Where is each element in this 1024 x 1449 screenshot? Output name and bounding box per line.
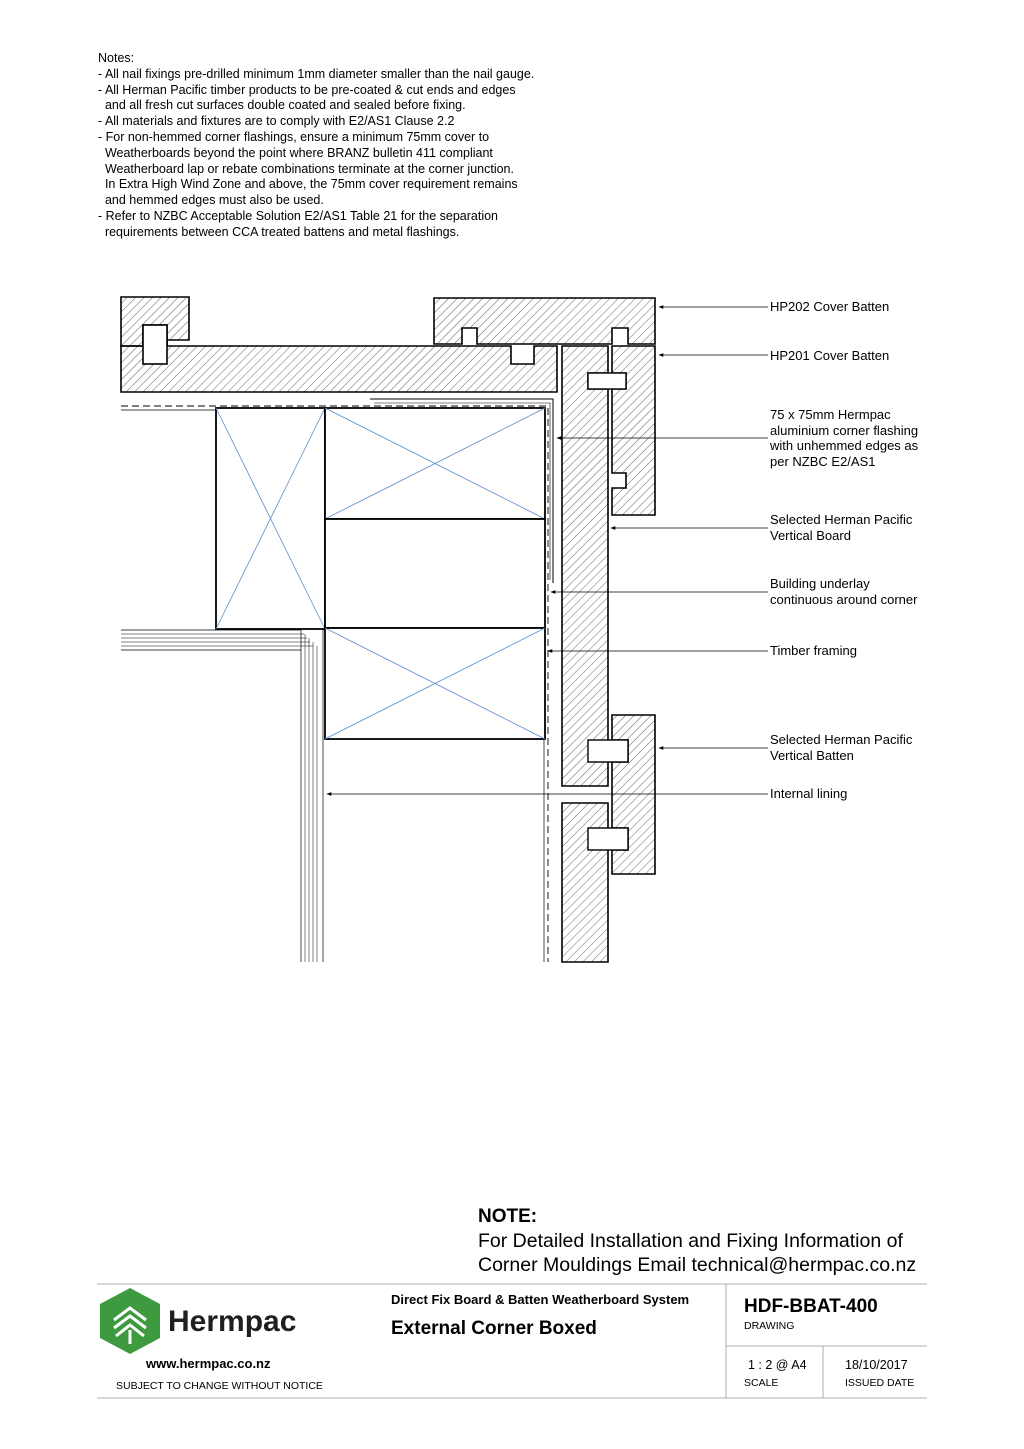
note-line: - All nail fixings pre-drilled minimum 1mm diameter smaller than the nail gauge. [98, 66, 535, 81]
disclaimer: SUBJECT TO CHANGE WITHOUT NOTICE [116, 1380, 323, 1392]
issued-date-value: 18/10/2017 [845, 1358, 908, 1372]
note-title: NOTE: [478, 1206, 538, 1227]
internal-lining [121, 629, 323, 962]
vertical-board-lower [562, 803, 608, 962]
drawing-label: DRAWING [744, 1320, 795, 1332]
note-body-line: For Detailed Installation and Fixing Information of [478, 1230, 903, 1252]
note-line: and all fresh cut surfaces double coated and sealed before fixing. [98, 98, 466, 113]
drawing-title: External Corner Boxed [391, 1318, 597, 1339]
batten-joint [588, 828, 628, 850]
notes-heading: Notes: [98, 51, 135, 65]
drawing-number: HDF-BBAT-400 [744, 1296, 878, 1317]
company-website: www.hermpac.co.nz [146, 1356, 271, 1371]
scale-value: 1 : 2 @ A4 [748, 1358, 807, 1372]
note-line: In Extra High Wind Zone and above, the 75mm cover requirement remains [98, 177, 518, 192]
note-line: - All materials and fixtures are to comply with E2/AS1 Clause 2.2 [98, 114, 455, 129]
hermpac-logo-icon [100, 1288, 160, 1354]
callout-hp201: HP201 Cover Batten [770, 348, 890, 363]
note-line: Weatherboard lap or rebate combinations terminate at the corner junction. [98, 161, 514, 176]
callout-vertical-board: Selected Herman Pacific Vertical Board [770, 512, 913, 543]
note-line: Weatherboards beyond the point where BRANZ bulletin 411 compliant [98, 145, 493, 160]
note-body-line: Corner Mouldings Email technical@hermpac.co.nz [478, 1254, 917, 1276]
callout-flashing: 75 x 75mm Hermpac aluminium corner flashing with unhemmed edges as per NZBC E2/AS1 [770, 407, 919, 469]
callout-underlay: Building underlay continuous around corner [770, 576, 918, 607]
callout-timber-framing: Timber framing [770, 643, 857, 658]
vertical-board-upper [562, 346, 608, 786]
note-line: requirements between CCA treated battens and metal flashings. [98, 224, 460, 239]
board-tongue [588, 373, 626, 389]
callout-vertical-batten: Selected Herman Pacific Vertical Batten [770, 732, 913, 763]
note-line: - Refer to NZBC Acceptable Solution E2/AS1 Table 21 for the separation [98, 208, 498, 223]
company-name: Hermpac [168, 1305, 297, 1338]
hp201-cover-batten [612, 346, 655, 515]
hp202-cover-batten [434, 298, 655, 344]
scale-label: SCALE [744, 1377, 779, 1389]
note-line: and hemmed edges must also be used. [98, 193, 324, 208]
system-name: Direct Fix Board & Batten Weatherboard System [391, 1292, 690, 1307]
callout-internal-lining: Internal lining [770, 786, 848, 801]
callout-hp202: HP202 Cover Batten [770, 299, 890, 314]
note-line: - For non-hemmed corner flashings, ensure a minimum 75mm cover to [98, 129, 490, 144]
contact-note [478, 1205, 916, 1277]
issued-date-label: ISSUED DATE [845, 1377, 915, 1389]
batten-joint [588, 740, 628, 762]
framing-block [325, 519, 545, 628]
board-notch [143, 325, 167, 364]
note-line: - All Herman Pacific timber products to be pre-coated & cut ends and edges [98, 82, 516, 97]
